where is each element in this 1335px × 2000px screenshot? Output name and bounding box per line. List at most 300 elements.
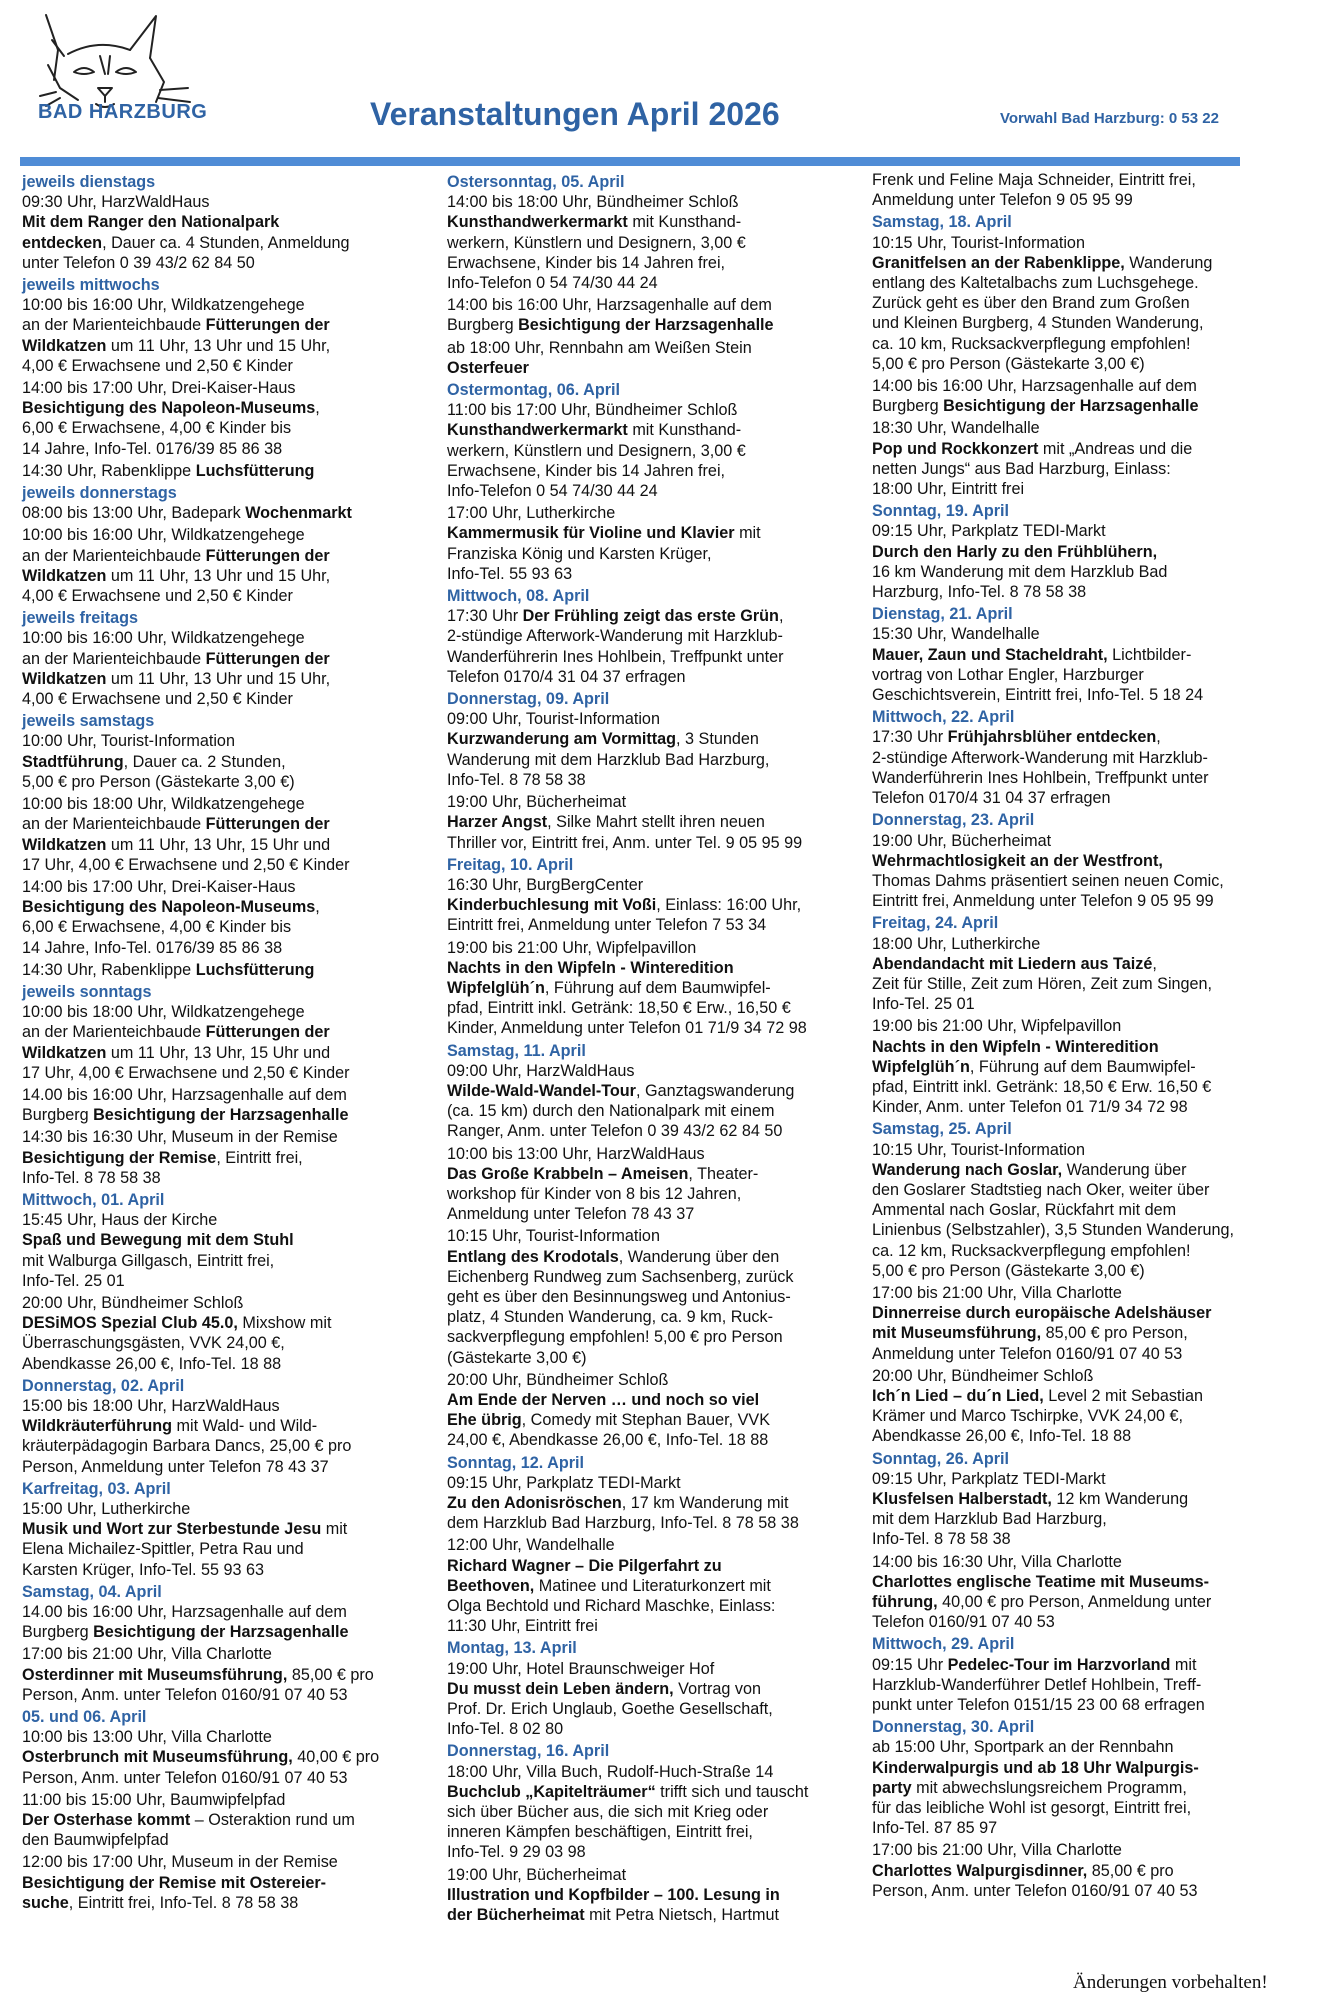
event-title: Wipfelglüh´n (872, 1057, 970, 1076)
event-line (22, 418, 432, 438)
event-entry (447, 503, 867, 584)
day-heading: Samstag, 11. April (447, 1041, 586, 1060)
event-text: 6,00 € Erwachsene, 4,00 € Kinder bis (22, 419, 292, 438)
event-text: mit (734, 524, 761, 543)
day-heading: Dienstag, 21. April (872, 605, 1013, 624)
event-text: 14:30 Uhr, Rabenklippe (22, 461, 196, 480)
event-entry (872, 1840, 1272, 1901)
event-text: , (1156, 728, 1161, 747)
event-text: 15:00 Uhr, Lutherkirche (22, 1500, 191, 1518)
event-line (22, 835, 432, 855)
day-heading: Ostersonntag, 05. April (447, 173, 625, 191)
event-title: Wilde-Wald-Wandel-Tour (447, 1081, 636, 1100)
event-text: Linienbus (Selbstzahler), 3,5 Stunden Wanderung, (872, 1221, 1235, 1240)
event-entry (447, 1762, 867, 1863)
event-title: Charlottes Walpurgisdinner, (872, 1861, 1088, 1880)
event-entry (447, 709, 867, 790)
event-text: , 17 km Wanderung mit (621, 1494, 789, 1512)
event-text: ca. 12 km, Rucksackverpflegung empfohlen! (872, 1241, 1191, 1260)
event-entry (872, 1737, 1272, 1838)
event-title: Nachts in den Wipfeln - Winteredition (872, 1037, 1159, 1056)
event-line (22, 378, 432, 398)
event-line (872, 1489, 1272, 1509)
event-line (872, 685, 1272, 705)
event-entry (447, 606, 867, 687)
event-text: Thriller vor, Eintritt frei, Anm. unter Tel. 9 05 95 99 (447, 833, 803, 852)
event-title: Osterfeuer (447, 358, 529, 377)
event-line (22, 752, 432, 772)
event-line (22, 1105, 432, 1125)
event-line (447, 358, 867, 378)
event-text: Info-Tel. 8 78 58 38 (447, 770, 586, 789)
event-entry (447, 875, 867, 936)
event-text: Ammental nach Goslar, Rückfahrt mit dem (872, 1201, 1177, 1220)
event-text: , (778, 607, 784, 626)
event-line (447, 626, 867, 646)
event-text: Telefon 0170/4 31 04 37 erfragen (447, 667, 686, 686)
event-text: und Kleinen Burgberg, 4 Stunden Wanderung, (872, 314, 1204, 333)
event-entry (872, 1552, 1272, 1633)
event-line (447, 1081, 867, 1101)
event-text: mit abwechslungsreichem Programm, (911, 1778, 1187, 1797)
event-text: mit dem Harzklub Bad Harzburg, (872, 1510, 1107, 1529)
event-line (22, 1063, 432, 1083)
event-text: an der Marienteichbaude (22, 316, 206, 335)
event-line (872, 354, 1272, 374)
event-text: , (1152, 954, 1157, 973)
logo-text: BAD HARZBURG (38, 101, 208, 123)
event-title: Musik und Wort zur Sterbestunde Jesu (22, 1520, 322, 1539)
event-line (872, 974, 1272, 994)
event-line (447, 1842, 867, 1862)
event-text: 14:00 bis 17:00 Uhr, Drei-Kaiser-Haus (22, 877, 296, 896)
event-title: Dinnerreise durch europäische Adelshäuser (872, 1304, 1212, 1323)
event-line (447, 192, 867, 212)
event-line (872, 1778, 1272, 1798)
event-line (872, 1737, 1272, 1757)
event-line (22, 525, 432, 545)
day-heading: Mittwoch, 29. April (872, 1635, 1015, 1654)
event-line (447, 606, 867, 626)
event-line (872, 768, 1272, 788)
event-text: 85,00 € pro (287, 1665, 374, 1684)
event-text: 4,00 € Erwachsene und 2,50 € Kinder (22, 587, 293, 606)
event-line (872, 1818, 1272, 1838)
event-line (872, 1861, 1272, 1881)
event-line (447, 1679, 867, 1699)
event-line (872, 418, 1272, 438)
event-line (447, 1762, 867, 1782)
event-text: Abendkasse 26,00 €, Info-Tel. 18 88 (872, 1427, 1132, 1446)
event-line (872, 459, 1272, 479)
event-line (872, 665, 1272, 685)
event-line (22, 1251, 432, 1271)
event-text: 18:00 Uhr, Villa Buch, Rudolf-Huch-Straße 14 (447, 1762, 774, 1781)
event-text: Info-Tel. 9 29 03 98 (447, 1843, 586, 1862)
event-line (872, 831, 1272, 851)
event-title: Besichtigung der Remise mit Ostereier- (22, 1873, 327, 1892)
event-text: 10:00 bis 16:00 Uhr, Wildkatzengehege (22, 629, 305, 648)
event-text: 14:00 bis 16:00 Uhr, Harzsagenhalle auf dem (872, 377, 1197, 396)
event-line (22, 315, 432, 335)
event-line (22, 772, 432, 792)
event-line (872, 396, 1272, 416)
event-line (22, 192, 432, 212)
event-title: Illustration und Kopfbilder – 100. Lesung in (447, 1885, 780, 1904)
event-text: Überraschungsgästen, VVK 24,00 €, (22, 1334, 285, 1353)
event-line (22, 731, 432, 751)
event-line (447, 212, 867, 232)
event-line (872, 1241, 1272, 1261)
event-text: Telefon 0160/91 07 40 53 (872, 1613, 1055, 1632)
event-line (22, 1602, 432, 1622)
event-line (872, 1366, 1272, 1386)
day-heading: Samstag, 04. April (22, 1582, 162, 1601)
event-text: Harzburg, Info-Tel. 8 78 58 38 (872, 583, 1087, 602)
event-text: , Silke Mahrt stellt ihren neuen (547, 813, 765, 832)
event-text: Krämer und Marco Tschirpke, VVK 24,00 €, (872, 1407, 1184, 1426)
event-entry (872, 1140, 1272, 1281)
event-text: um 11 Uhr, 13 Uhr und 15 Uhr, (106, 669, 331, 688)
event-line (872, 1200, 1272, 1220)
day-heading: Donnerstag, 02. April (22, 1376, 185, 1395)
event-title: Durch den Harly zu den Frühblühern, (872, 542, 1158, 561)
event-line (447, 1719, 867, 1739)
event-text: , Wanderung über den (618, 1247, 780, 1266)
event-text: werkern, Künstlern und Designern, 3,00 € (447, 233, 746, 252)
day-heading: Freitag, 24. April (872, 914, 999, 933)
event-text: um 11 Uhr, 13 Uhr, 15 Uhr und (106, 835, 331, 854)
event-title: Besichtigung der Harzsagenhalle (93, 1623, 349, 1642)
event-text: 16:30 Uhr, BurgBergCenter (447, 875, 644, 894)
event-line (872, 1655, 1272, 1675)
event-text: den Baumwipfelpfad (22, 1831, 169, 1850)
event-text: Kinder, Anm. unter Telefon 01 71/9 34 72 98 (872, 1098, 1188, 1117)
event-entry (22, 877, 432, 958)
event-line (872, 1160, 1272, 1180)
day-heading: Sonntag, 12. April (447, 1453, 585, 1472)
event-line (22, 1560, 432, 1580)
event-line (447, 1184, 867, 1204)
event-line (447, 1430, 867, 1450)
event-line (22, 233, 432, 253)
event-line (447, 1121, 867, 1141)
event-text: 4,00 € Erwachsene und 2,50 € Kinder (22, 690, 293, 709)
event-line (447, 875, 867, 895)
day-heading: Freitag, 10. April (447, 855, 574, 874)
event-text: Erwachsene, Kinder bis 14 Jahren frei, (447, 253, 726, 272)
event-line (22, 212, 432, 232)
event-text: 12 km Wanderung (1051, 1490, 1189, 1508)
event-line (872, 1592, 1272, 1612)
event-line (872, 748, 1272, 768)
day-heading: jeweils donnerstags (22, 484, 177, 503)
event-text: 15:30 Uhr, Wandelhalle (872, 625, 1040, 644)
event-line (872, 1140, 1272, 1160)
event-line (447, 420, 867, 440)
header-divider-bar (20, 157, 1240, 166)
event-text: mit (321, 1520, 348, 1539)
event-line (22, 794, 432, 814)
event-title: Besichtigung der Harzsagenhalle (943, 397, 1199, 416)
event-text: 85,00 € pro Person, (1041, 1324, 1188, 1343)
event-text: Wanderführerin Ines Hohlbein, Treffpunkt unter (447, 647, 784, 666)
event-text: Wanderung über (1062, 1160, 1187, 1179)
event-text: 09:00 Uhr, Tourist-Information (447, 710, 660, 729)
event-title: Pedelec-Tour im Harzvorland (947, 1655, 1171, 1674)
event-line (872, 542, 1272, 562)
event-line (22, 1127, 432, 1147)
event-text: um 11 Uhr, 13 Uhr, 15 Uhr und (106, 1043, 331, 1062)
event-title: Am Ende der Nerven … und noch so viel (447, 1390, 760, 1409)
event-text: an der Marienteichbaude (22, 1023, 206, 1042)
event-text: , Einlass: 16:00 Uhr, (656, 896, 802, 915)
event-text: , Ganztagswanderung (635, 1081, 795, 1100)
event-line (22, 1622, 432, 1642)
event-title: Luchsfütterung (195, 960, 315, 979)
event-line (447, 1493, 867, 1513)
event-line (447, 1576, 867, 1596)
event-title: Fütterungen der (205, 546, 330, 565)
event-text: sackverpflegung empfohlen! 5,00 € pro Person (447, 1328, 783, 1347)
event-text: ca. 10 km, Rucksackverpflegung empfohlen! (872, 334, 1191, 353)
event-line (872, 1406, 1272, 1426)
event-line (447, 958, 867, 978)
event-line (22, 1457, 432, 1477)
event-text: entlang des Kaltetalbachs zum Luchsgehege. (872, 274, 1199, 293)
event-text: netten Jungs“ aus Bad Harzburg, Einlass: (872, 459, 1171, 478)
event-text: Eintritt frei, Anmeldung unter Telefon 7 53 34 (447, 916, 767, 935)
event-line (447, 792, 867, 812)
event-entry (22, 525, 432, 606)
event-entry (22, 295, 432, 376)
day-heading: Donnerstag, 09. April (447, 690, 610, 709)
event-text: 15:45 Uhr, Haus der Kirche (22, 1211, 218, 1230)
event-line (447, 1556, 867, 1576)
event-entry (872, 170, 1272, 210)
event-line (447, 273, 867, 293)
event-text: 10:15 Uhr, Tourist-Information (872, 233, 1085, 252)
event-text: 11:00 bis 15:00 Uhr, Baumwipfelpfad (22, 1790, 286, 1809)
event-text: Elena Michailez-Spittler, Petra Rau und (22, 1540, 304, 1559)
event-text: Matinee und Literaturkonzert mit (534, 1576, 771, 1595)
event-text: Prof. Dr. Erich Unglaub, Goethe Gesellschaft, (447, 1700, 773, 1719)
event-text: 40,00 € pro Person, Anmeldung unter (937, 1593, 1212, 1612)
day-heading: Samstag, 25. April (872, 1120, 1012, 1139)
event-line (22, 649, 432, 669)
event-line (872, 582, 1272, 602)
event-line (872, 1509, 1272, 1529)
event-text: , Führung auf dem Baumwipfel- (969, 1057, 1196, 1076)
event-title: Wildkatzen (22, 566, 107, 585)
day-heading: Ostermontag, 06. April (447, 381, 621, 400)
event-text: 19:00 Uhr, Bücherheimat (447, 793, 627, 812)
event-title: Mauer, Zaun und Stacheldraht, (872, 645, 1108, 664)
event-line (872, 1057, 1272, 1077)
event-entry (872, 934, 1272, 1015)
event-title: Wehrmachtlosigkeit an der Westfront, (872, 851, 1163, 870)
event-line (872, 954, 1272, 974)
event-title: Ich´n Lied – du´n Lied, (872, 1386, 1044, 1405)
event-title: Wipfelglüh´n (447, 978, 545, 997)
event-text: Info-Tel. 8 02 80 (447, 1720, 564, 1739)
event-line (872, 273, 1272, 293)
event-text: Info-Telefon 0 54 74/30 44 24 (447, 274, 658, 293)
event-line (872, 1552, 1272, 1572)
event-text: 10:00 bis 13:00 Uhr, HarzWaldHaus (447, 1144, 705, 1163)
event-title: Nachts in den Wipfeln - Winteredition (447, 958, 734, 977)
event-text: punkt unter Telefon 0151/15 23 00 68 erfragen (872, 1696, 1205, 1715)
event-text: 14 Jahre, Info-Tel. 0176/39 85 86 38 (22, 439, 283, 458)
event-text: , 3 Stunden (676, 730, 759, 749)
event-line (447, 338, 867, 358)
event-entry (447, 1473, 867, 1534)
event-line (872, 994, 1272, 1014)
event-line (447, 1410, 867, 1430)
event-line (447, 1370, 867, 1390)
event-line (22, 814, 432, 834)
event-entry (22, 1644, 432, 1705)
event-text: , Eintritt frei, (216, 1148, 303, 1167)
event-title: Mit dem Ranger den Nationalpark (22, 213, 280, 232)
event-line (872, 334, 1272, 354)
event-text: 14:00 bis 17:00 Uhr, Drei-Kaiser-Haus (22, 379, 296, 398)
event-line (447, 1287, 867, 1307)
event-line (22, 855, 432, 875)
event-line (22, 1893, 432, 1913)
event-text: 10:15 Uhr, Tourist-Information (872, 1140, 1085, 1159)
event-line (447, 315, 867, 335)
event-line (22, 1539, 432, 1559)
event-line (872, 1180, 1272, 1200)
event-title: Luchsfütterung (195, 461, 315, 480)
event-text: Eichenberg Rundweg zum Sachsenberg, zurück (447, 1267, 794, 1286)
event-title: Charlottes englische Teatime mit Museums- (872, 1572, 1210, 1591)
event-entry (447, 1370, 867, 1451)
event-line (872, 293, 1272, 313)
event-line (22, 938, 432, 958)
event-line (22, 1168, 432, 1188)
event-line (872, 1303, 1272, 1323)
day-heading: jeweils freitags (22, 609, 139, 628)
event-title: Besichtigung des Napoleon-Museums (22, 898, 316, 917)
day-heading: Montag, 13. April (447, 1639, 577, 1658)
event-line (447, 1659, 867, 1679)
event-line (447, 461, 867, 481)
event-text: , (315, 898, 320, 917)
event-line (447, 1348, 867, 1368)
event-text: Geschichtsverein, Eintritt frei, Info-Tel. 5 18 24 (872, 686, 1204, 705)
event-text: den Goslarer Stadtstieg nach Oker, weiter über (872, 1180, 1210, 1199)
event-line (872, 871, 1272, 891)
event-title: party (872, 1778, 912, 1797)
event-text: Erwachsene, Kinder bis 14 Jahren frei, (447, 461, 726, 480)
event-line (447, 1061, 867, 1081)
event-line (872, 1758, 1272, 1778)
event-line (447, 938, 867, 958)
event-line (872, 1261, 1272, 1281)
event-title: Osterdinner mit Museumsführung, (22, 1665, 288, 1684)
event-entry (447, 338, 867, 378)
event-line (447, 915, 867, 935)
event-line (447, 729, 867, 749)
event-title: führung, (872, 1593, 938, 1612)
event-title: Stadtführung (22, 752, 124, 771)
event-line (22, 1436, 432, 1456)
event-title: mit Museumsführung, (872, 1324, 1042, 1343)
event-line (872, 1572, 1272, 1592)
event-text: Wanderführerin Ines Hohlbein, Treffpunkt unter (872, 768, 1209, 787)
event-entry (22, 628, 432, 709)
event-line (22, 461, 432, 481)
event-title: Besichtigung der Remise (22, 1148, 217, 1167)
event-text: Info-Telefon 0 54 74/30 44 24 (447, 482, 658, 501)
event-text: , Dauer ca. 4 Stunden, Anmeldung (102, 233, 350, 252)
event-text: Info-Tel. 8 78 58 38 (872, 1530, 1011, 1549)
event-line (22, 439, 432, 459)
event-entry (22, 378, 432, 459)
event-title: Fütterungen der (205, 1023, 330, 1042)
event-line (22, 1085, 432, 1105)
event-line (447, 503, 867, 523)
event-text: vortrag von Lothar Engler, Harzburger (872, 665, 1144, 684)
event-line (22, 897, 432, 917)
event-text: mit Kunsthand- (627, 421, 742, 440)
event-entry (872, 624, 1272, 705)
event-text: Thomas Dahms präsentiert seinen neuen Comic, (872, 871, 1224, 890)
event-text: Kinder, Anmeldung unter Telefon 01 71/9 34 72 98 (447, 1019, 807, 1038)
event-line (447, 1802, 867, 1822)
event-title: Entlang des Krodotals (447, 1247, 619, 1266)
day-heading: Mittwoch, 01. April (22, 1190, 165, 1209)
event-text: 14:00 bis 18:00 Uhr, Bündheimer Schloß (447, 193, 739, 212)
event-line (872, 1695, 1272, 1715)
event-title: Kammermusik für Violine und Klavier (447, 524, 735, 543)
event-line (22, 1313, 432, 1333)
event-text: 14.00 bis 16:00 Uhr, Harzsagenhalle auf dem (22, 1603, 347, 1622)
event-entry (872, 1655, 1272, 1716)
event-text: inneren Kämpfen beschäftigen, Eintritt frei, (447, 1823, 753, 1842)
event-entry (872, 521, 1272, 602)
event-line (872, 1016, 1272, 1036)
event-title: Pop und Rockkonzert (872, 439, 1039, 458)
event-text: 4,00 € Erwachsene und 2,50 € Kinder (22, 356, 293, 375)
event-text: 17:30 Uhr (872, 728, 948, 747)
event-line (447, 1307, 867, 1327)
event-text: 16 km Wanderung mit dem Harzklub Bad (872, 562, 1168, 581)
event-entry (22, 1727, 432, 1788)
event-entry (447, 1226, 867, 1367)
event-title: Besichtigung des Napoleon-Museums (22, 399, 316, 418)
event-line (22, 398, 432, 418)
event-line (872, 1426, 1272, 1446)
events-column-1 (22, 170, 432, 1915)
event-entry (872, 1366, 1272, 1447)
event-text: 17:00 bis 21:00 Uhr, Villa Charlotte (872, 1283, 1122, 1302)
event-title: Fütterungen der (205, 316, 330, 335)
event-text: 09:15 Uhr, Parkplatz TEDI-Markt (872, 1469, 1106, 1488)
event-line (22, 1790, 432, 1810)
event-text: 5,00 € pro Person (Gästekarte 3,00 €) (872, 354, 1145, 373)
event-text: an der Marienteichbaude (22, 815, 206, 834)
event-line (22, 1852, 432, 1872)
event-text: Mixshow mit (237, 1314, 332, 1333)
event-line (872, 1220, 1272, 1240)
event-text: Zeit für Stille, Zeit zum Hören, Zeit zum Singen, (872, 974, 1213, 993)
event-line (447, 1101, 867, 1121)
event-line (447, 833, 867, 853)
event-line (447, 812, 867, 832)
